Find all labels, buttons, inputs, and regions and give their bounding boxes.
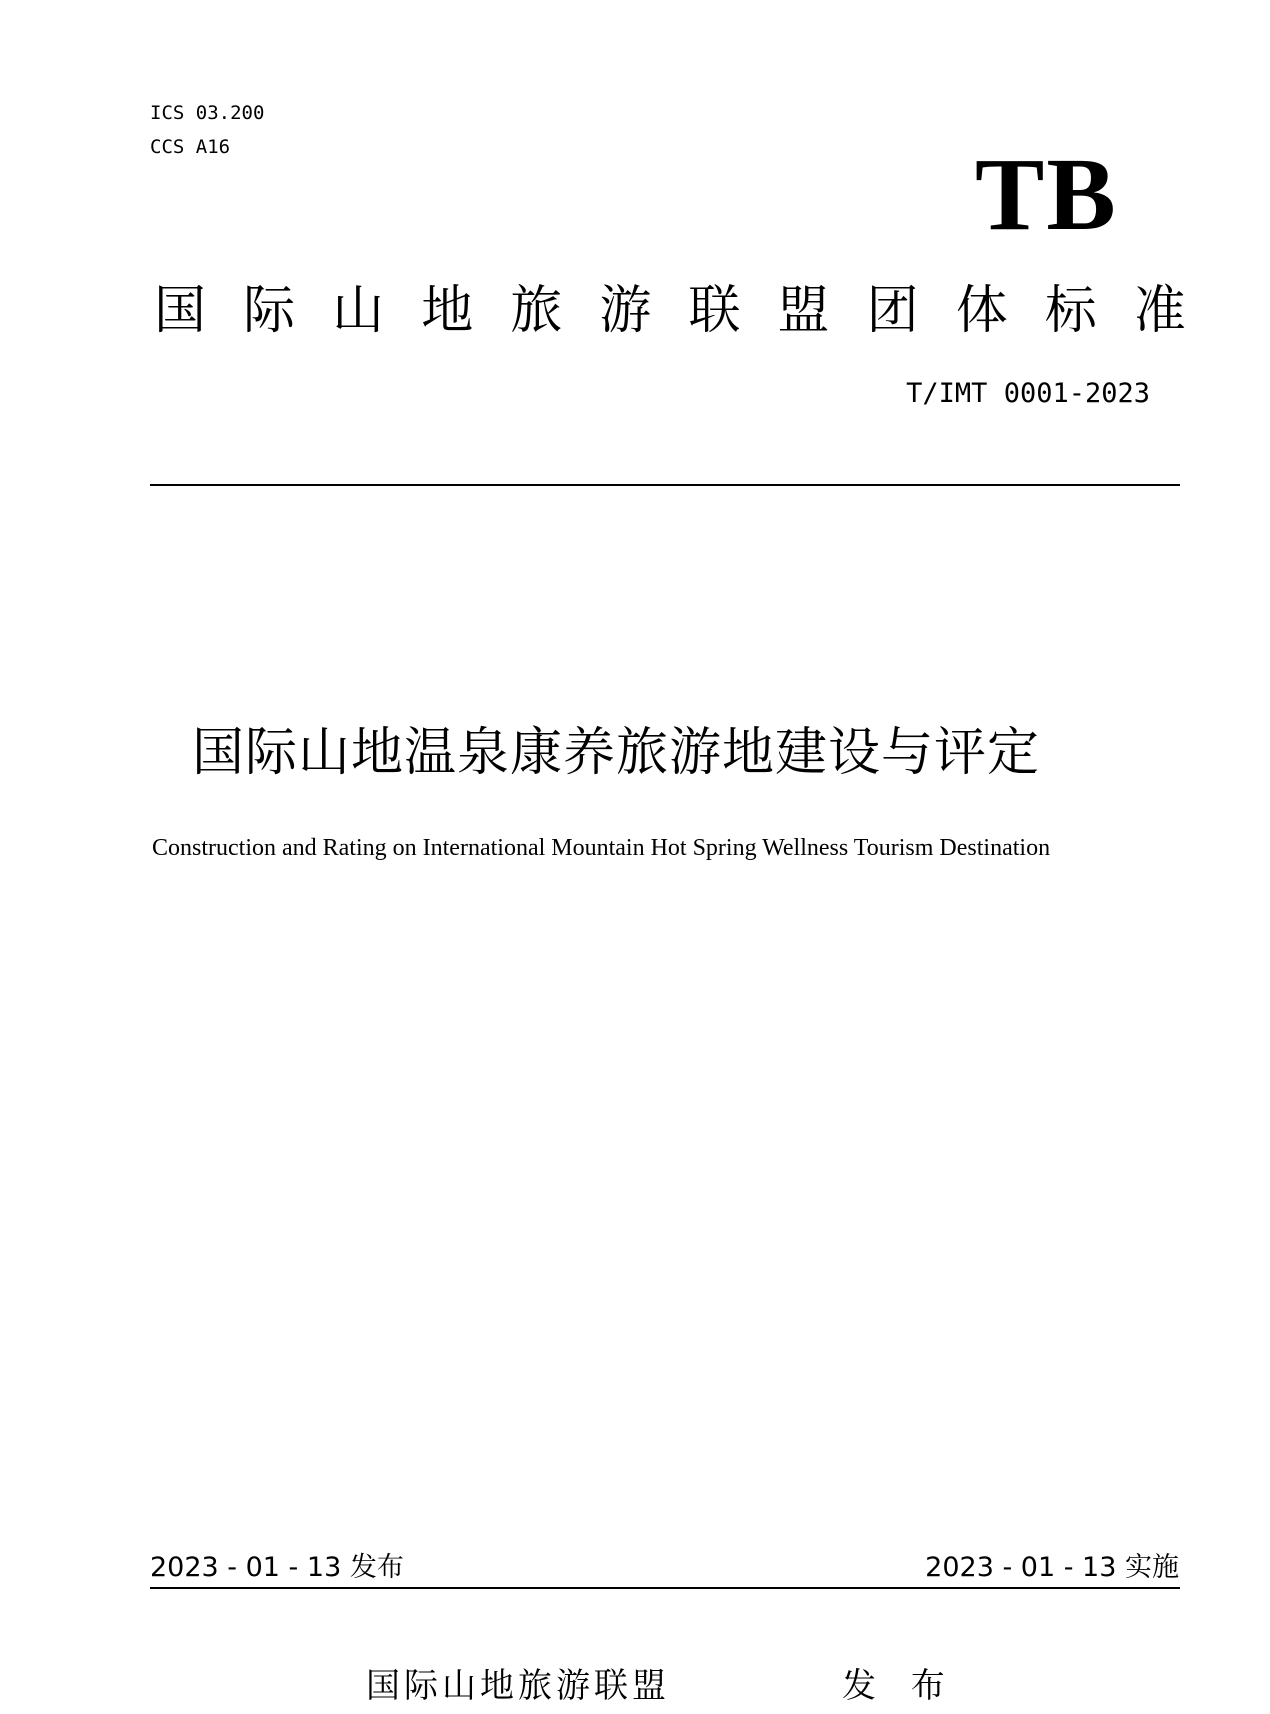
standard-type-char: 地 xyxy=(421,281,474,341)
document-title-english: Construction and Rating on International Mountain Hot Spring Wellness Tourism Destination xyxy=(152,835,1051,861)
standard-type-char: 际 xyxy=(243,281,296,341)
standard-type-char: 准 xyxy=(1133,281,1186,341)
standard-type-char: 体 xyxy=(955,281,1008,341)
tb-logo: TB xyxy=(975,137,1118,252)
standard-type-char: 标 xyxy=(1044,281,1097,341)
standard-type-char: 团 xyxy=(866,281,919,341)
document-title-chinese: 国际山地温泉康养旅游地建设与评定 xyxy=(192,723,1041,783)
standard-type-char: 旅 xyxy=(510,281,563,341)
standard-number: T/IMT 0001-2023 xyxy=(906,378,1150,409)
bottom-divider xyxy=(150,1587,1180,1589)
standard-type-heading xyxy=(150,276,1190,346)
standard-type-char: 国 xyxy=(153,281,206,341)
standard-type-char: 盟 xyxy=(777,281,830,341)
implementation-date: 2023 - 01 - 13 实施 xyxy=(925,1552,1179,1583)
standard-type-char: 游 xyxy=(599,281,652,341)
standard-type-char: 联 xyxy=(688,281,741,341)
issue-label: 发 布 xyxy=(842,1666,957,1706)
publish-date: 2023 - 01 - 13 发布 xyxy=(150,1552,404,1583)
standard-type-char: 山 xyxy=(332,281,385,341)
ics-code: ICS 03.200 xyxy=(150,102,265,124)
top-divider xyxy=(150,484,1180,486)
issuing-organization: 国际山地旅游联盟 xyxy=(366,1666,670,1706)
ccs-code: CCS A16 xyxy=(150,136,231,158)
